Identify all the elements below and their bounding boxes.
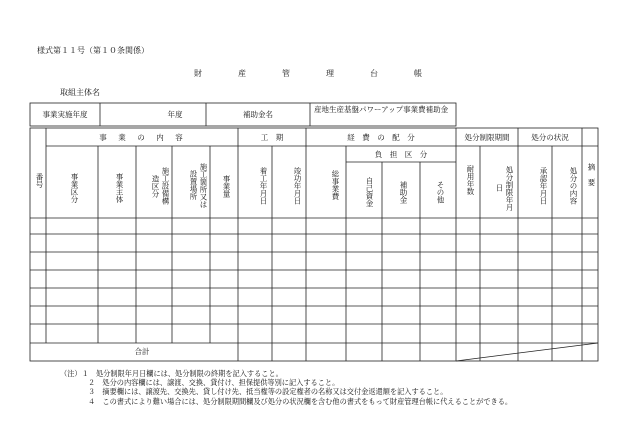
- disposal-period-header: 処分制限期間: [464, 133, 510, 142]
- total-label: 合計: [134, 347, 150, 356]
- organization-label: 取組主体名: [60, 88, 100, 97]
- period-header: 工 期: [260, 133, 284, 142]
- fiscal-year-label: 事業実施年度: [42, 110, 88, 119]
- note-4: ４ この書式により難い場合には、処分制限期間欄及び処分の状況欄を含む他の書式をもって財産管理台帳に代えることができる。: [88, 396, 513, 406]
- col-quantity: 事業量: [222, 174, 231, 198]
- note-1: （注）１ 処分制限年月日欄には、処分制限の終期を記入すること。: [60, 369, 283, 378]
- col-total-cost: 総事業費: [331, 170, 340, 200]
- note-3: ３ 摘要欄には、譲渡先、交換先、貸し付け先、抵当権等の設定権者の名称又は交付金返還額を記入すること。: [88, 387, 448, 397]
- col-other: その他: [436, 180, 445, 204]
- col-location: 施工箇所又は設置場所: [189, 162, 208, 208]
- disposal-status-header: 処分の状況: [531, 133, 569, 142]
- subsidy-name-label: 補助金名: [243, 110, 273, 119]
- col-completion-date: 竣功年月日: [293, 167, 302, 205]
- form-number: 様式第１１号（第１０条関係）: [37, 46, 149, 55]
- cost-allocation-header: 経 費 の 配 分: [347, 133, 415, 142]
- col-start-date: 着工年月日: [259, 167, 268, 205]
- col-construction-type: 施工設備構造区分: [151, 167, 170, 205]
- col-project-category: 事業区分: [70, 173, 79, 203]
- col-number: 番号: [35, 172, 44, 188]
- col-own-funds: 自己資金: [365, 177, 374, 207]
- ledger-title: 財 産 管 理 台 帳: [194, 69, 436, 78]
- col-approval-date: 承認年月日: [539, 167, 548, 205]
- subsidy-name-value: 産地生産基盤パワーアップ事業費補助金: [314, 105, 449, 114]
- col-useful-life: 耐用年数: [466, 165, 475, 195]
- year-label: 年度: [167, 110, 183, 119]
- project-content-header: 事 業 の 内 容: [99, 133, 185, 142]
- burden-header: 負 担 区 分: [374, 150, 428, 159]
- col-disposal-content: 処分の内容: [569, 167, 578, 205]
- col-remarks: 摘要: [587, 162, 596, 194]
- notes-block: [60, 369, 512, 406]
- note-2: ２ 処分の内容欄には、譲渡、交換、貸付け、担保提供等別に記入すること。: [88, 378, 340, 388]
- col-subsidy: 補助金: [399, 180, 408, 204]
- col-project-entity: 事業主体: [115, 173, 124, 203]
- col-disposal-limit-date: 処分制限年月日: [495, 165, 514, 211]
